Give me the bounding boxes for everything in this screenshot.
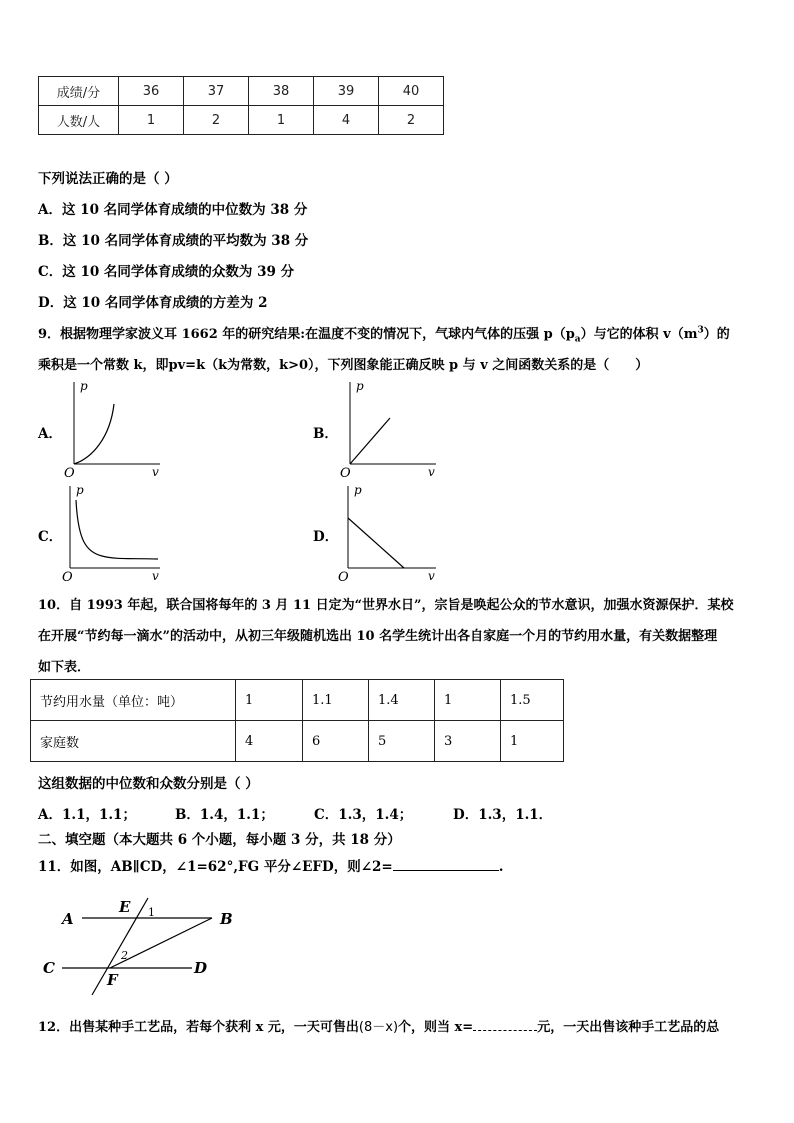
q9-line2: 乘积是一个常数 k，即pv=k（k为常数，k>0），下列图象能正确反映 p 与 v 之间函数关系的是（ ） [38, 358, 649, 373]
axis-p-label: p [354, 483, 362, 497]
origin-label: O [64, 466, 75, 478]
q10-option-c: C．1.3，1.4； [314, 807, 413, 823]
origin-label: O [340, 466, 351, 478]
answer-blank[interactable] [473, 1016, 537, 1031]
table-cell: 1.5 [501, 680, 564, 721]
score-table [38, 76, 444, 135]
q9-option-label-a: A． [38, 426, 62, 442]
axis-p-label: p [80, 379, 88, 393]
q12-stem: 个，则当 x= [398, 1020, 474, 1035]
table-cell: 节约用水量（单位：吨） [31, 680, 236, 721]
table-header-row [31, 680, 564, 721]
table-row [39, 106, 444, 135]
label-c: C [43, 959, 55, 977]
q11-stem: 11．如图，AB∥CD，∠1=62°,FG 平分∠EFD，则∠2= [38, 859, 393, 875]
axis-v-label: v [152, 569, 159, 582]
curve [74, 404, 114, 464]
table-cell: 39 [314, 77, 379, 106]
table-cell: 6 [303, 721, 369, 762]
table-cell: 1 [435, 680, 501, 721]
label-d: D [194, 959, 208, 977]
q11-figure [40, 893, 250, 1003]
table-cell: 1 [249, 106, 314, 135]
table-cell: 2 [184, 106, 249, 135]
axis-p-label: p [356, 379, 364, 393]
curve [350, 418, 390, 464]
table-cell: 37 [184, 77, 249, 106]
q11-text [38, 855, 503, 875]
q9-text: 9．根据物理学家波义耳 1662 年的研究结果:在温度不变的情况下，气球内气体的压强 p（p [38, 327, 575, 342]
subscript: a [574, 334, 581, 345]
table-header-row [39, 77, 444, 106]
q12-stem: 元，一天出售该种手工艺品的总 [537, 1020, 720, 1035]
table-cell: 36 [119, 77, 184, 106]
q8-option-b: B．这 10 名同学体育成绩的平均数为 38 分 [38, 233, 309, 249]
answer-blank[interactable] [393, 856, 499, 871]
q10-option-a: A．1.1，1.1； [38, 807, 136, 823]
origin-label: O [62, 570, 73, 582]
curve [76, 500, 158, 559]
table-cell: 成绩/分 [39, 77, 119, 106]
q9-option-label-c: C． [38, 529, 63, 545]
graph-b [338, 378, 438, 478]
table-cell: 40 [379, 77, 444, 106]
q10-question: 这组数据的中位数和众数分别是（ ） [38, 776, 259, 792]
table-cell: 1.1 [303, 680, 369, 721]
table-cell: 38 [249, 77, 314, 106]
graph-a [62, 378, 162, 478]
graph-d [338, 482, 438, 582]
table-cell: 1 [501, 721, 564, 762]
axis-v-label: v [152, 465, 159, 478]
q12-stem: 12．出售某种手工艺品，若每个获利 x 元，一天可售出 [38, 1020, 359, 1035]
q9-line1 [38, 323, 730, 345]
q9-text: ）与它的体积 v（m [580, 327, 698, 342]
table-cell: 1.4 [369, 680, 435, 721]
q10-line1: 10．自 1993 年起，联合国将每年的 3 月 11 日定为“世界水日”，宗旨是唤起公众的节水意识，加强水资源保护．某校 [38, 598, 734, 613]
axis-v-label: v [428, 569, 435, 582]
q10-option-d: D．1.3，1.1． [453, 807, 553, 823]
table-cell: 4 [314, 106, 379, 135]
q12-expression: (8－x) [358, 1020, 399, 1035]
q12-text [38, 1016, 719, 1035]
q9-text: ）的 [703, 327, 730, 342]
section-title: 二、填空题（本大题共 6 个小题，每小题 3 分，共 18 分） [38, 832, 401, 848]
origin-label: O [338, 570, 349, 582]
angle-1-label: 1 [148, 906, 155, 919]
table-cell: 家庭数 [31, 721, 236, 762]
table-cell: 1 [236, 680, 303, 721]
q8-option-d: D．这 10 名同学体育成绩的方差为 2 [38, 295, 268, 311]
axis-v-label: v [428, 465, 435, 478]
table-cell: 人数/人 [39, 106, 119, 135]
label-a: A [62, 910, 74, 928]
q11-end: . [498, 859, 504, 875]
q8-option-a: A．这 10 名同学体育成绩的中位数为 38 分 [38, 202, 308, 218]
q8-option-c: C．这 10 名同学体育成绩的众数为 39 分 [38, 264, 295, 280]
superscript: 3 [697, 325, 704, 336]
q8-stem: 下列说法正确的是（ ） [38, 171, 178, 187]
graph-c [62, 482, 162, 582]
label-e: E [119, 898, 131, 916]
table-cell: 4 [236, 721, 303, 762]
table-cell: 5 [369, 721, 435, 762]
table-cell: 1 [119, 106, 184, 135]
water-table [30, 679, 564, 762]
q10-line3: 如下表． [38, 660, 91, 675]
q9-option-label-b: B． [313, 426, 338, 442]
q10-option-b: B．1.4，1.1； [175, 807, 274, 823]
axis-p-label: p [76, 483, 84, 497]
angle-2-label: 2 [121, 949, 128, 962]
label-b: B [220, 910, 233, 928]
table-cell: 2 [379, 106, 444, 135]
q10-line2: 在开展“节约每一滴水”的活动中，从初三年级随机选出 10 名学生统计出各自家庭一个月的节约用水量，有关数据整理 [38, 629, 718, 644]
curve [348, 518, 404, 568]
table-row [31, 721, 564, 762]
table-cell: 3 [435, 721, 501, 762]
q9-option-label-d: D． [313, 529, 339, 545]
label-f: F [107, 971, 118, 989]
